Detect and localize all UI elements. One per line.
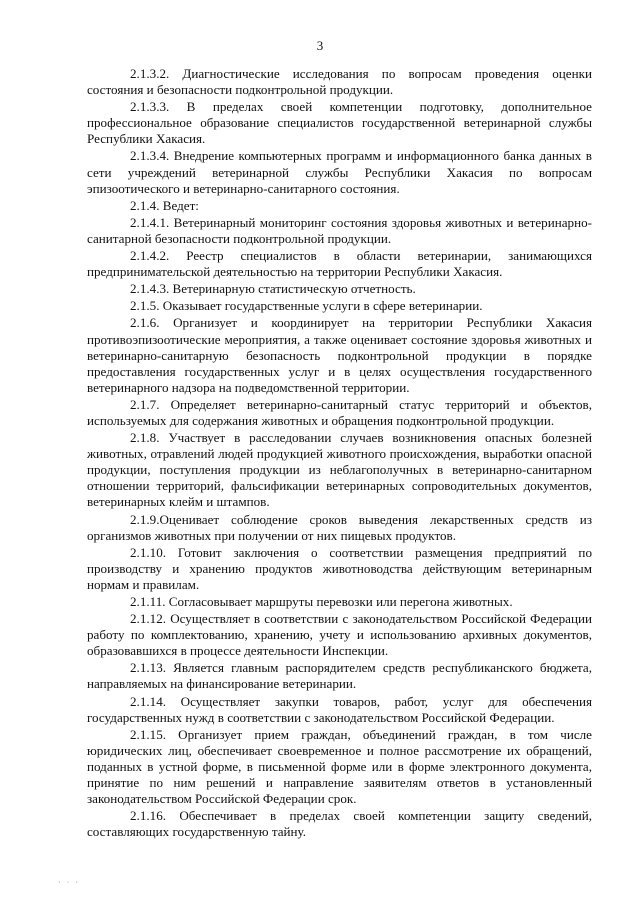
page-number: 3 [316, 38, 324, 53]
paragraph-2-1-7: 2.1.7. Определяет ветеринарно-санитарный статус территорий и объектов, используемых для содержания животных и обращения подконтрольной продукции. [87, 396, 592, 428]
paragraph-2-1-9: 2.1.9.Оценивает соблюдение сроков выведения лекарственных средств из организмов животных при получении от них пищевых продуктов. [87, 511, 592, 543]
document-body [87, 66, 592, 841]
paragraph-2-1-10: 2.1.10. Готовит заключения о соответствии размещения предприятий по производству и хранению продуктов животноводства действующим ветеринарным нормам и правилам. [87, 544, 592, 592]
paragraph-2-1-16: 2.1.16. Обеспечивает в пределах своей компетенции защиту сведений, составляющих государственную тайну. [87, 808, 592, 840]
paragraph-2-1-11: 2.1.11. Согласовывает маршруты перевозки или перегона животных. [130, 594, 513, 609]
paragraph-2-1-15: 2.1.15. Организует прием граждан, объединений граждан, в том числе юридических лиц, обеспечивает своевременное и полное рассмотрение их обращений, поданных в устной форме, в письменной форме или в форме электронного документа, принятие по ним решений и направление заявителям ответов в установленный законодательством Российской Федерации срок. [87, 726, 592, 807]
paragraph-2-1-14: 2.1.14. Осуществляет закупки товаров, работ, услуг для обеспечения государственных нужд в соответствии с законодательством Российской Федерации. [87, 693, 592, 725]
paragraph-2-1-13: 2.1.13. Является главным распорядителем средств республиканского бюджета, направляемых на финансирование ветеринарии. [87, 660, 592, 692]
paragraph-2-1-4-3: 2.1.4.3. Ветеринарную статистическую отчетность. [130, 281, 416, 297]
paragraph-2-1-4: 2.1.4. Ведет: [130, 197, 199, 213]
scan-corner-mark: · · · [58, 878, 80, 887]
paragraph-2-1-3-4: 2.1.3.4. Внедрение компьютерных программ и информационного банка данных в сети учреждений ветеринарной службы Республики Хакасия по вопросам эпизоотического и ветеринарно-санитарного состояния. [87, 148, 592, 196]
paragraph-2-1-3-3: 2.1.3.3. В пределах своей компетенции подготовку, дополнительное профессиональное образование специалистов государственной ветеринарной службы Республики Хакасия. [87, 99, 592, 147]
paragraph-2-1-5: 2.1.5. Оказывает государственные услуги в сфере ветеринарии. [130, 298, 483, 314]
paragraph-2-1-3-2: 2.1.3.2. Диагностические исследования по вопросам проведения оценки состояния и безопасности подконтрольной продукции. [87, 66, 592, 98]
paragraph-2-1-8: 2.1.8. Участвует в расследовании случаев возникновения опасных болезней животных, отравлений людей продукцией животного происхождения, выработки опасной продукции, поступления продукции из неблагополучных в ветеринарно-санитарном отношении территорий, фальсификации ветеринарных сопроводительных документов, ветеринарных клейм и штампов. [87, 430, 592, 510]
paragraph-2-1-12: 2.1.12. Осуществляет в соответствии с законодательством Российской Федерации работу по комплектованию, хранению, учету и использованию архивных документов, образовавшихся в процессе деятельности Инспекции. [87, 611, 592, 659]
paragraph-2-1-4-2: 2.1.4.2. Реестр специалистов в области ветеринарии, занимающихся предпринимательской деятельностью на территории Республики Хакасия. [87, 248, 592, 280]
paragraph-2-1-6: 2.1.6. Организует и координирует на территории Республики Хакасия противоэпизоотические мероприятия, а также оценивает состояние здоровья животных и ветеринарно-санитарную безопасность подконтрольной продукции в порядке предоставления государственных услуг и в целях осуществления государственного ветеринарного надзора на подведомственной территории. [87, 315, 592, 395]
paragraph-2-1-4-1: 2.1.4.1. Ветеринарный мониторинг состояния здоровья животных и ветеринарно-санитарной безопасности подконтрольной продукции. [87, 214, 592, 246]
